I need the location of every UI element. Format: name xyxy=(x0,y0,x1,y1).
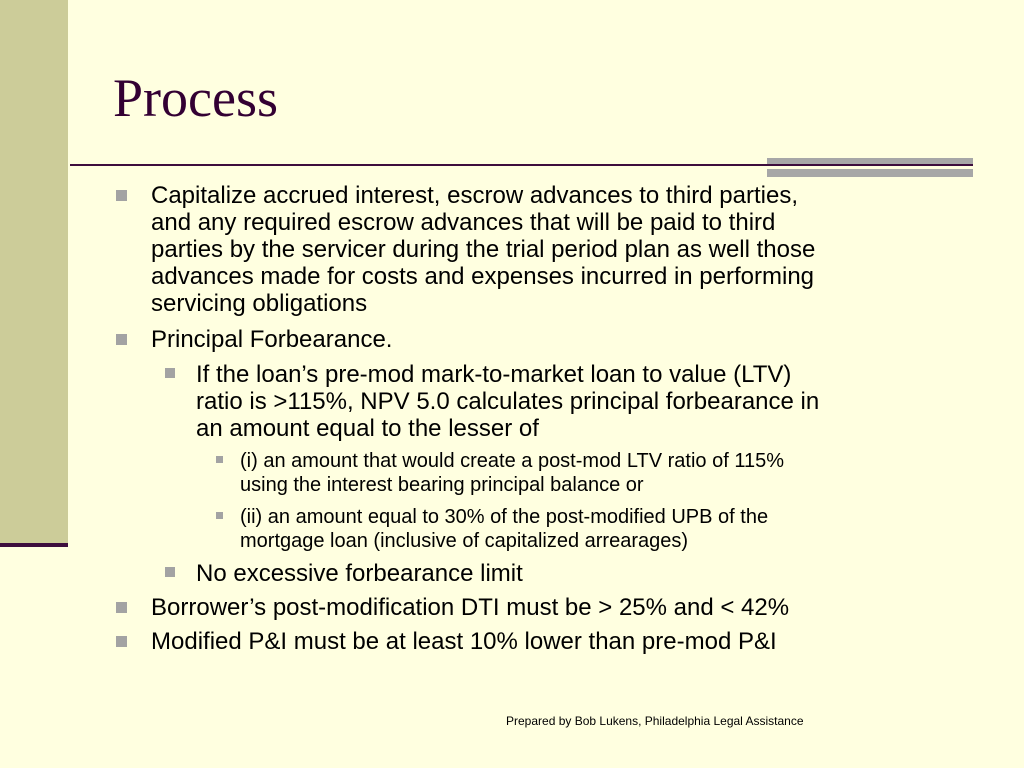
sub-bullet-item-ltv xyxy=(196,361,819,442)
sub-bullet-item-no-limit xyxy=(196,560,523,587)
sub-sub-bullet-item-i xyxy=(240,449,784,497)
bullet-text-line: mortgage loan (inclusive of capitalized arrearages) xyxy=(240,530,689,552)
slide-title: Process xyxy=(113,68,278,128)
square-bullet-icon xyxy=(165,368,175,378)
square-bullet-icon xyxy=(216,456,223,463)
bullet-text-line: and any required escrow advances that will be paid to third xyxy=(151,209,776,236)
square-bullet-icon xyxy=(216,512,223,519)
bullet-item-principal-forbearance xyxy=(151,326,392,353)
bullet-text-line: Borrower’s post-modification DTI must be > 25% and < 42% xyxy=(151,594,790,621)
left-decorative-band xyxy=(0,0,68,545)
square-bullet-icon xyxy=(116,602,127,613)
bullet-text-line: using the interest bearing principal balance or xyxy=(240,474,644,496)
sub-sub-bullet-item-ii xyxy=(240,505,768,553)
square-bullet-icon xyxy=(116,334,127,345)
bullet-item-pi xyxy=(151,628,777,655)
bullet-text-line: If the loan’s pre-mod mark-to-market loan to value (LTV) xyxy=(196,361,792,388)
square-bullet-icon xyxy=(165,567,175,577)
bullet-item-dti xyxy=(151,594,789,621)
title-accent-bar-bottom xyxy=(767,169,973,177)
bullet-text-line: Modified P&I must be at least 10% lower than pre-mod P&I xyxy=(151,628,777,655)
bullet-text-line: ratio is >115%, NPV 5.0 calculates principal forbearance in xyxy=(196,388,820,415)
slide-footer: Prepared by Bob Lukens, Philadelphia Legal Assistance xyxy=(506,714,804,728)
bullet-text-line: (i) an amount that would create a post-mod LTV ratio of 115% xyxy=(240,450,784,472)
bullet-text-line: an amount equal to the lesser of xyxy=(196,415,539,442)
title-divider xyxy=(70,164,973,166)
bullet-text-line: Capitalize accrued interest, escrow advances to third parties, xyxy=(151,182,798,209)
bullet-text-line: (ii) an amount equal to 30% of the post-modified UPB of the xyxy=(240,506,769,528)
bullet-item-capitalize xyxy=(151,182,815,317)
bullet-text-line: Principal Forbearance. xyxy=(151,326,393,353)
left-band-rule xyxy=(0,543,68,547)
bullet-text-line: parties by the servicer during the trial period plan as well those xyxy=(151,236,816,263)
square-bullet-icon xyxy=(116,636,127,647)
bullet-text-line: servicing obligations xyxy=(151,290,368,317)
square-bullet-icon xyxy=(116,190,127,201)
bullet-text-line: advances made for costs and expenses incurred in performing xyxy=(151,263,815,290)
bullet-text-line: No excessive forbearance limit xyxy=(196,560,523,587)
